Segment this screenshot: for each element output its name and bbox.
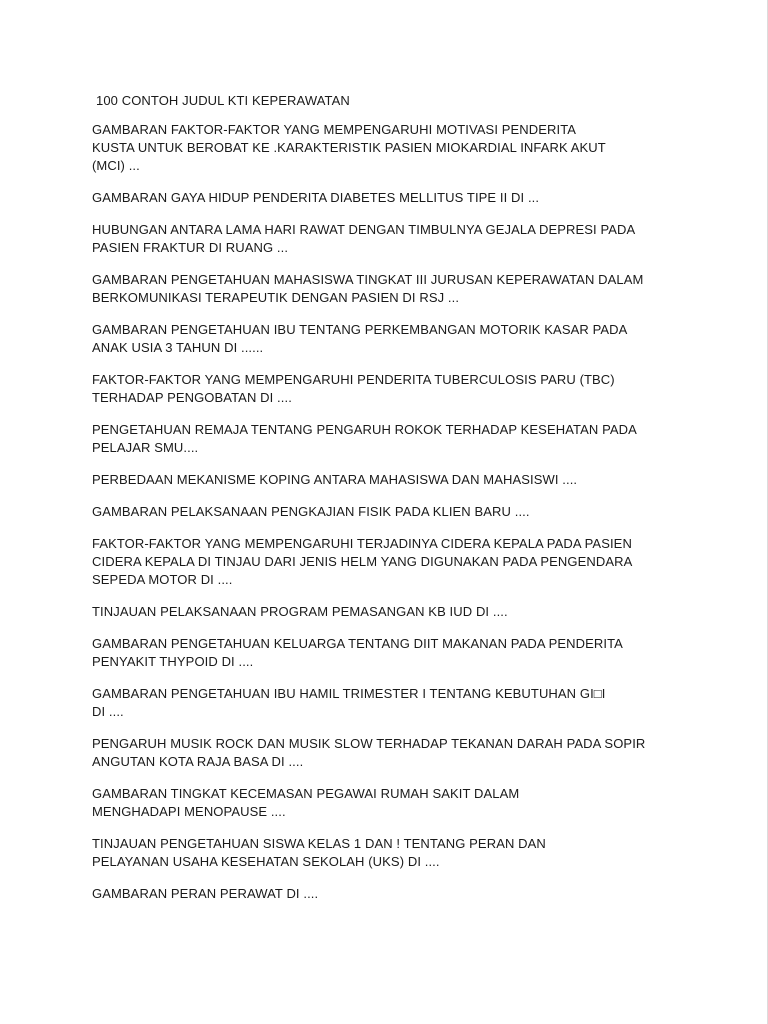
list-item: GAMBARAN PENGETAHUAN IBU TENTANG PERKEMBANGAN MOTORIK KASAR PADA ANAK USIA 3 TAHUN DI ...... bbox=[92, 322, 628, 355]
list-item: GAMBARAN TINGKAT KECEMASAN PEGAWAI RUMAH SAKIT DALAM MENGHADAPI MENOPAUSE .... bbox=[92, 786, 520, 819]
list-item: GAMBARAN PENGETAHUAN KELUARGA TENTANG DIIT MAKANAN PADA PENDERITA PENYAKIT THYPOID DI .... bbox=[92, 636, 623, 669]
list-item: GAMBARAN PENGETAHUAN IBU HAMIL TRIMESTER I TENTANG KEBUTUHAN GI□I DI .... bbox=[92, 686, 606, 719]
list-item: GAMBARAN PERAN PERAWAT DI .... bbox=[92, 886, 319, 901]
list-item: GAMBARAN PENGETAHUAN MAHASISWA TINGKAT III JURUSAN KEPERAWATAN DALAM BERKOMUNIKASI TERAPEUTIK DENGAN PASIEN DI RSJ ... bbox=[92, 272, 644, 305]
list-item: PENGETAHUAN REMAJA TENTANG PENGARUH ROKOK TERHADAP KESEHATAN PADA PELAJAR SMU.... bbox=[92, 422, 637, 455]
document-title: 100 CONTOH JUDUL KTI KEPERAWATAN bbox=[96, 93, 350, 108]
list-item: HUBUNGAN ANTARA LAMA HARI RAWAT DENGAN TIMBULNYA GEJALA DEPRESI PADA PASIEN FRAKTUR DI RUANG ... bbox=[92, 222, 636, 255]
list-item: FAKTOR-FAKTOR YANG MEMPENGARUHI TERJADINYA CIDERA KEPALA PADA PASIEN CIDERA KEPALA DI TINJAU DARI JENIS HELM YANG DIGUNAKAN PADA PENGENDARA SEPEDA MOTOR DI .... bbox=[92, 536, 633, 587]
list-item: FAKTOR-FAKTOR YANG MEMPENGARUHI PENDERITA TUBERCULOSIS PARU (TBC) TERHADAP PENGOBATAN DI .... bbox=[92, 372, 615, 405]
list-item: TINJAUAN PELAKSANAAN PROGRAM PEMASANGAN KB IUD DI .... bbox=[92, 604, 508, 619]
list-item: TINJAUAN PENGETAHUAN SISWA KELAS 1 DAN ! TENTANG PERAN DAN PELAYANAN USAHA KESEHATAN SEKOLAH (UKS) DI .... bbox=[92, 836, 546, 869]
list-item: GAMBARAN FAKTOR-FAKTOR YANG MEMPENGARUHI MOTIVASI PENDERITA KUSTA UNTUK BEROBAT KE .KARAKTERISTIK PASIEN MIOKARDIAL INFARK AKUT (MCI) ... bbox=[92, 122, 606, 173]
list-item: GAMBARAN GAYA HIDUP PENDERITA DIABETES MELLITUS TIPE II DI ... bbox=[92, 190, 540, 205]
list-item: PENGARUH MUSIK ROCK DAN MUSIK SLOW TERHADAP TEKANAN DARAH PADA SOPIR ANGUTAN KOTA RAJA BASA DI .... bbox=[92, 736, 646, 769]
document-content bbox=[92, 92, 702, 917]
list-item: PERBEDAAN MEKANISME KOPING ANTARA MAHASISWA DAN MAHASISWI .... bbox=[92, 472, 578, 487]
list-item: GAMBARAN PELAKSANAAN PENGKAJIAN FISIK PADA KLIEN BARU .... bbox=[92, 504, 530, 519]
